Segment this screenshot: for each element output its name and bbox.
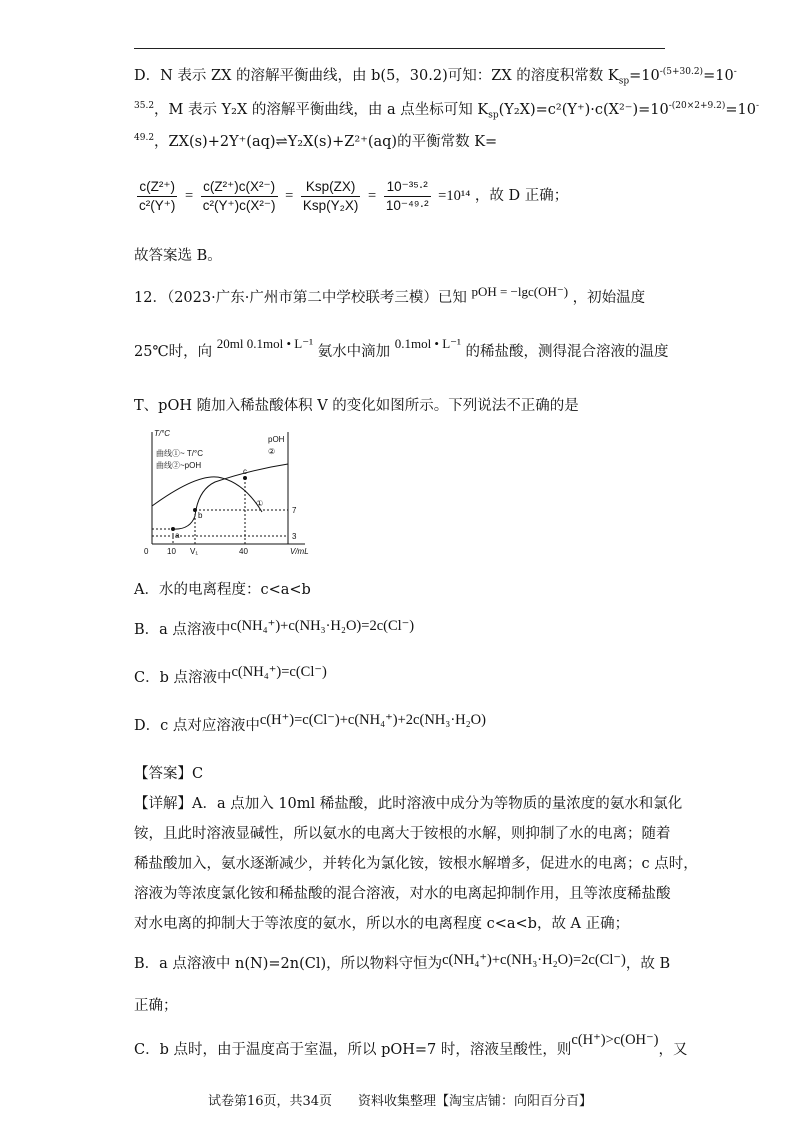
result-value: =10¹⁴ — [438, 188, 471, 204]
q12-stem-line1: 12．（2023·广东·广州市第二中学校联考三模）已知 pOH = −lgc(OH⁻) ，初始温度 — [134, 284, 646, 306]
option-b: B．a 点溶液中c(NH₄⁺)+c(NH₃·H₂O)=2c(Cl⁻) — [134, 618, 415, 638]
q12-stem-line2: 25℃时，向 20ml 0.1mol • L⁻¹ 氨水中滴加 0.1mol • L⁻¹ 的稀盐酸，测得混合溶液的温度 — [134, 336, 669, 360]
detail-line5: 对水电离的抑制大于等浓度的氨水，所以水的电离程度 c<a<b，故 A 正确； — [134, 916, 630, 932]
tick-v1: V₁ — [190, 547, 199, 556]
detail-line7: 正确； — [134, 998, 178, 1014]
fraction-3: $\frac{\text{Ksp(ZX)}}{\text{Ksp(Y₂X)}}$ — [302, 178, 359, 213]
right-axis-label: pOH — [268, 435, 285, 444]
fraction-4: $\frac{\text{10⁻³⁵·²}}{\text{10⁻⁴⁹·²}}$ — [385, 178, 429, 213]
left-axis-label: T/°C — [154, 429, 171, 438]
page-footer: 试卷第16页，共34页 资料收集整理【淘宝店铺：向阳百分百】 — [207, 1094, 593, 1109]
tick-poh7: 7 — [292, 506, 297, 515]
label-b: b — [198, 511, 203, 520]
point-c — [243, 476, 247, 480]
label-a: a — [175, 531, 180, 540]
tick-10: 10 — [167, 547, 176, 556]
partD-fraction-row: $\frac{\text{c(Z²⁺)}}{\text{c²(Y⁺)}}$ = $\frac{\text{c(Z²⁺)c(X²⁻)}}{\text{c²(Y⁺)c(X²⁻)}}$ = $\frac{\text{Ksp(ZX)}}{\text{Ksp(Y₂X)}}$ = $\frac{\text{10⁻³⁵·²}}{\text{10⁻⁴⁹·²}}$ =10¹⁴ ，故 D 正确； — [139, 178, 569, 213]
option-c: C．b 点溶液中c(NH₄⁺)=c(Cl⁻) — [134, 664, 327, 686]
top-rule — [134, 48, 665, 49]
detail-line1: 【详解】A．a 点加入 10ml 稀盐酸，此时溶液中成分为等物质的量浓度的氨水和氯化 — [134, 796, 683, 812]
conclusion-text: ，故 D 正确； — [474, 188, 569, 204]
legend-curve1: 曲线①~ T/°C — [156, 449, 203, 458]
fraction-2: $\frac{\text{c(Z²⁺)c(X²⁻)}}{\text{c²(Y⁺)c(X²⁻)}}$ — [202, 178, 276, 213]
tick-poh3: 3 — [292, 532, 297, 541]
option-d: D．c 点对应溶液中c(H⁺)=c(Cl⁻)+c(NH₄⁺)+2c(NH₃·H₂O) — [134, 712, 486, 734]
answer-choice-line: 故答案选 B。 — [134, 248, 222, 264]
poh-definition: pOH = −lgc(OH⁻) — [471, 284, 569, 299]
x-axis-label: V/mL — [290, 547, 309, 556]
tick-0: 0 — [144, 547, 149, 556]
fraction-1: $\frac{\text{c(Z²⁺)}}{\text{c²(Y⁺)}}$ — [139, 178, 176, 213]
legend-curve2: 曲线②~pOH — [156, 461, 202, 470]
partD-line2: $^{35.2}$，M 表示 Y₂X 的溶解平衡曲线，由 a 点坐标可知 $K_{sp}(Y_2X)=c^2(Y^+)\cdot c(X^{2-})=10^{-(20\times 2+9.2)}=10^-$ — [134, 101, 759, 121]
detail-line2: 铵，且此时溶液显碱性，所以氨水的电离大于铵根的水解，则抑制了水的电离；随着 — [134, 826, 671, 842]
detail-line6: B．a 点溶液中 n(N)=2n(Cl)，所以物料守恒为c(NH₄⁺)+c(NH₃·H₂O)=2c(Cl⁻)，故 B — [134, 952, 671, 972]
detail-line4: 溶液为等浓度氯化铵和稀盐酸的混合溶液，对水的电离起抑制作用，且等浓度稀盐酸 — [134, 886, 671, 902]
label-c: c — [243, 467, 247, 476]
answer-label: 【答案】C — [134, 766, 204, 782]
q12-stem-line3: T、pOH 随加入稀盐酸体积 V 的变化如图所示。下列说法不正确的是 — [134, 398, 579, 414]
tick-40: 40 — [239, 547, 248, 556]
curve2-mark: ② — [268, 447, 276, 456]
option-a: A．水的电离程度：c<a<b — [134, 582, 311, 598]
curve-poh — [173, 464, 288, 529]
detail-line3: 稀盐酸加入，氨水逐渐减少，并转化为氯化铵，铵根水解增多，促进水的电离；c 点时， — [134, 856, 698, 872]
point-b — [193, 508, 197, 512]
titration-figure — [140, 426, 320, 561]
partD-line1: D．N 表示 ZX 的溶解平衡曲线，由 b(5，30.2)可知：ZX 的溶度积常数 $K_{sp}=10^{-(5+30.2)}=10^-$ — [134, 67, 737, 87]
detail-line8: C．b 点时，由于温度高于室温，所以 pOH=7 时，溶液呈酸性，则c(H⁺)>c(OH⁻)，又 — [134, 1032, 688, 1058]
partD-line3: $^{49.2}$，ZX(s)+2Y⁺(aq)⇌Y₂X(s)+Z²⁺(aq)的平衡常数 K= — [134, 133, 498, 150]
curve1-mark: ① — [256, 499, 264, 508]
